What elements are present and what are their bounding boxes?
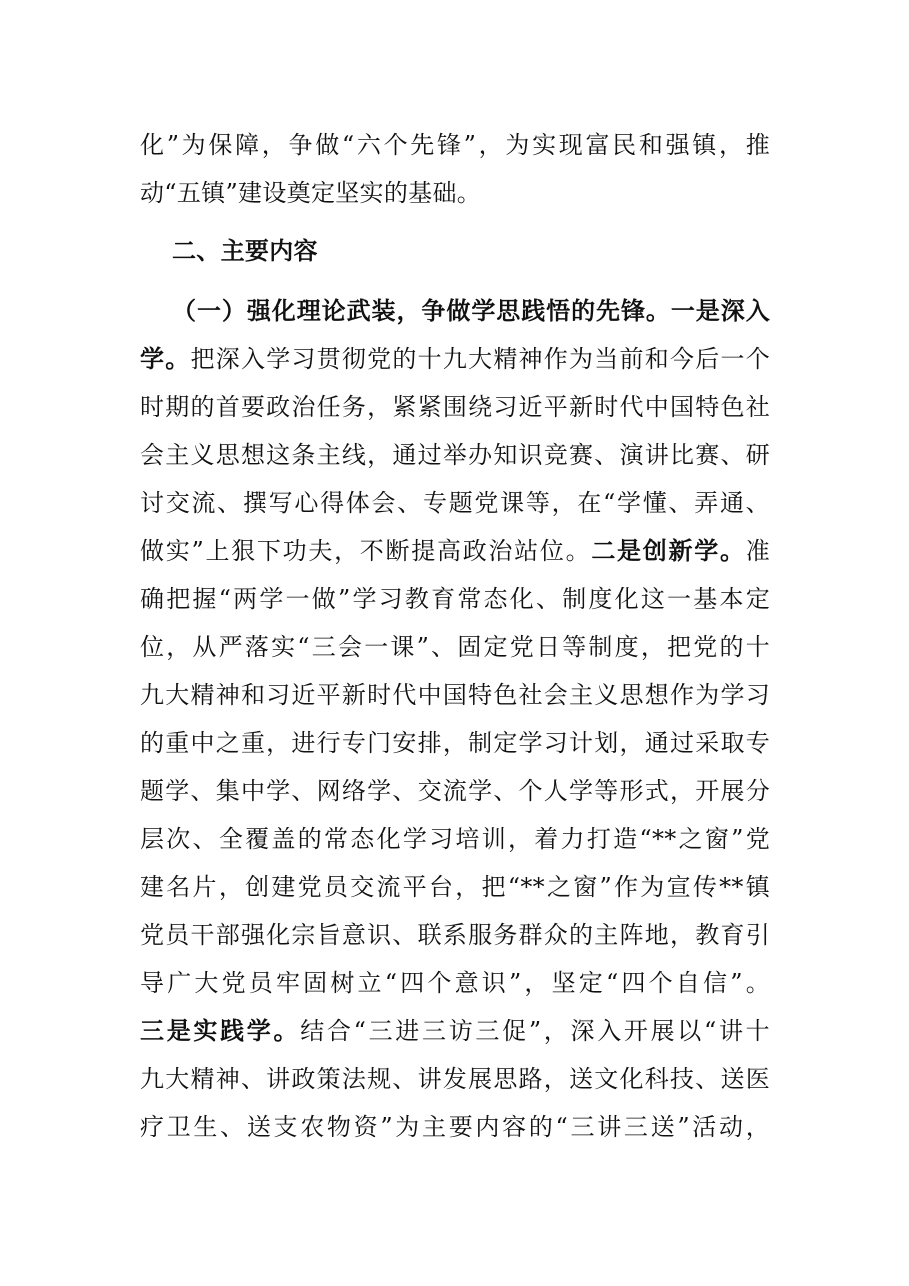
body-line [140, 431, 770, 479]
body-line [140, 1007, 770, 1055]
body-line [140, 911, 770, 959]
text-run: 党员干部强化宗旨意识、联系服务群众的主阵地，教育引 [140, 921, 770, 949]
body-line [140, 815, 770, 863]
text-run: 会主义思想这条主线，通过举办知识竞赛、演讲比赛、研 [140, 441, 770, 469]
body-line [140, 623, 770, 671]
text-run: 层次、全覆盖的常态化学习培训，着力打造“**之窗”党 [140, 825, 770, 853]
text-run: 做实”上狠下功夫，不断提高政治站位。 [140, 537, 592, 565]
text-run: 九大精神和习近平新时代中国特色社会主义思想作为学习 [140, 681, 770, 709]
section-heading: 二、主要内容 [172, 236, 318, 265]
intro-line-1: 化”为保障，争做“六个先锋”，为实现富民和强镇，推 [140, 131, 770, 159]
text-run: 建名片，创建党员交流平台，把“**之窗”作为宣传**镇 [140, 873, 770, 901]
text-run: 准 [745, 537, 770, 565]
text-run: 的重中之重，进行专门安排，制定学习计划，通过采取专 [140, 729, 770, 757]
bold-text-run: 二是创新学。 [591, 536, 746, 565]
body-line [140, 959, 770, 1007]
body-line [140, 479, 770, 527]
text-run: 确把握“两学一做”学习教育常态化、制度化这一基本定 [140, 585, 770, 613]
body-line [140, 671, 770, 719]
text-run: 把深入学习贯彻党的十九大精神作为当前和今后一个 [190, 345, 770, 373]
body-line [140, 1055, 770, 1103]
text-run: 结合“三进三访三促”，深入开展以“讲十 [300, 1017, 770, 1045]
body-line [140, 335, 770, 383]
text-run: 讨交流、撰写心得体会、专题党课等，在“学懂、弄通、 [140, 489, 770, 517]
text-run: 位，从严落实“三会一课”、固定党日等制度，把党的十 [140, 633, 770, 661]
text-run: 疗卫生、送支农物资”为主要内容的“三讲三送”活动， [140, 1113, 770, 1141]
text-run: 题学、集中学、网络学、交流学、个人学等形式，开展分 [140, 777, 770, 805]
body-line [140, 575, 770, 623]
body-line [140, 767, 770, 815]
bold-text-run: （一）强化理论武装，争做学思践悟的先锋。一是深入 [172, 296, 770, 325]
text-run: 导广大党员牢固树立“四个意识”，坚定“四个自信”。 [140, 969, 770, 997]
intro-line-2: 动“五镇”建设奠定坚实的基础。 [140, 179, 482, 207]
body-line [140, 383, 770, 431]
body-line [140, 1103, 770, 1151]
body-line [140, 527, 770, 575]
body-line [172, 287, 770, 335]
text-run: 时期的首要政治任务，紧紧围绕习近平新时代中国特色社 [140, 393, 770, 421]
body-line [140, 863, 770, 911]
body-line [140, 719, 770, 767]
bold-text-run: 三是实践学。 [140, 1016, 301, 1045]
text-run: 九大精神、讲政策法规、讲发展思路，送文化科技、送医 [140, 1065, 770, 1093]
bold-text-run: 学。 [140, 344, 191, 373]
